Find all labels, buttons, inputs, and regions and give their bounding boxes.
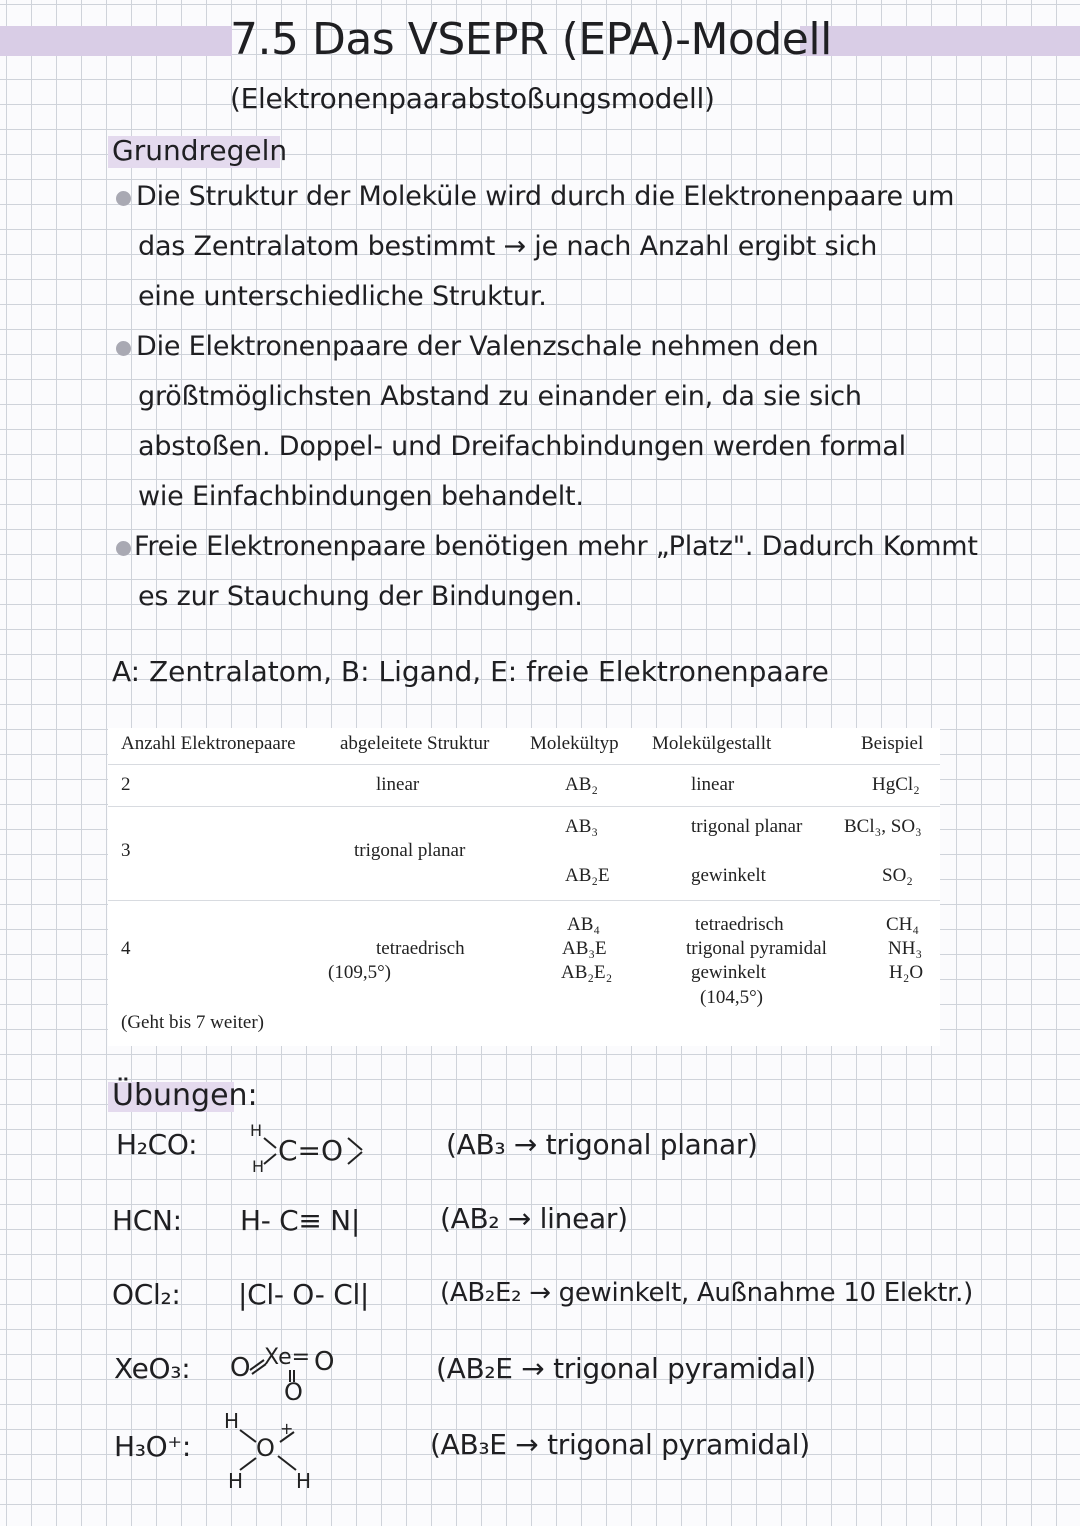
table-cell: AB₂ <box>565 774 599 795</box>
hydrogen-label: H <box>250 1121 263 1140</box>
table-header: abgeleitete Struktur <box>340 733 490 754</box>
table-cell: BCl₃, SO₃ <box>844 816 922 837</box>
bullet-icon <box>116 191 131 206</box>
exercise-formula: H₃O⁺: <box>114 1430 192 1463</box>
structure-h3o <box>222 1404 332 1494</box>
lone-pair <box>348 1138 362 1150</box>
table-cell: gewinkelt <box>691 962 766 983</box>
rules-heading: Grundregeln <box>112 134 288 167</box>
hydrogen-label: H <box>224 1409 240 1433</box>
vsepr-table <box>108 728 940 1046</box>
structure-xeo3 <box>228 1336 348 1406</box>
rule-2-line-2: größtmöglichsten Abstand zu einander ein, da sie sich <box>138 381 862 412</box>
charge-label: + <box>280 1419 294 1438</box>
exercise-answer: (AB₃ → trigonal planar) <box>446 1128 758 1161</box>
table-cell: trigonal pyramidal <box>686 938 827 959</box>
hydrogen-label: H <box>296 1469 312 1493</box>
table-cell: HgCl₂ <box>872 774 920 795</box>
table-cell: 2 <box>121 774 131 795</box>
title-highlight-left <box>0 26 232 56</box>
table-header: Beispiel <box>861 733 924 754</box>
bond <box>278 1456 296 1470</box>
table-cell: linear <box>691 774 735 795</box>
exercise-formula: HCN: <box>112 1204 182 1237</box>
oxygen-label: O <box>314 1347 335 1377</box>
rule-2-line-1: Die Elektronenpaare der Valenzschale nehmen den <box>136 331 819 362</box>
table-footnote: (Geht bis 7 weiter) <box>121 1012 264 1033</box>
lone-pair <box>348 1152 362 1164</box>
carbon-label: C=O <box>278 1134 344 1167</box>
exercise-answer: (AB₃E → trigonal pyramidal) <box>430 1428 810 1461</box>
bond <box>240 1430 256 1442</box>
table-cell: SO₂ <box>882 865 913 886</box>
exercise-answer: (AB₂E → trigonal pyramidal) <box>436 1352 816 1385</box>
legend-line: A: Zentralatom, B: Ligand, E: freie Elektronenpaare <box>112 655 829 688</box>
bullet-icon <box>116 341 131 356</box>
xenon-label: Xe= <box>264 1345 311 1370</box>
rule-1-line-2: das Zentralatom bestimmt → je nach Anzahl ergibt sich <box>138 231 878 262</box>
table-cell: NH₃ <box>888 938 923 959</box>
rule-1-line-3: eine unterschiedliche Struktur. <box>138 281 547 312</box>
table-cell: AB₂E₂ <box>561 962 613 983</box>
table-cell: tetraedrisch <box>376 938 465 959</box>
exercise-formula: XeO₃: <box>114 1352 191 1385</box>
table-cell: H₂O <box>889 962 924 983</box>
table-header: Molekültyp <box>530 733 619 754</box>
rule-2-line-3: abstoßen. Doppel- und Dreifachbindungen werden formal <box>138 431 906 462</box>
hydrogen-label: H <box>252 1157 265 1176</box>
hydrogen-label: H <box>228 1469 244 1493</box>
rule-1-line-1: Die Struktur der Moleküle wird durch die Elektronenpaare um <box>136 181 955 212</box>
page-subtitle: (Elektronenpaarabstoßungsmodell) <box>230 82 715 115</box>
table-cell: (104,5°) <box>700 987 764 1008</box>
structure-ocl2: |Cl- O- Cl| <box>238 1278 370 1311</box>
exercise-answer: (AB₂ → linear) <box>440 1202 628 1235</box>
oxygen-label: O <box>256 1434 275 1462</box>
rule-3-line-2: es zur Stauchung der Bindungen. <box>138 581 583 612</box>
table-cell: trigonal planar <box>354 840 466 861</box>
table-cell: (109,5°) <box>328 962 392 983</box>
page-title: 7.5 Das VSEPR (EPA)-Modell <box>230 14 832 65</box>
table-header: Anzahl Elektronepaare <box>121 733 296 754</box>
table-cell: linear <box>376 774 420 795</box>
exercise-formula: H₂CO: <box>116 1128 198 1161</box>
bond <box>264 1138 276 1148</box>
bullet-icon <box>116 541 131 556</box>
table-cell: AB₃E <box>562 938 607 959</box>
bond <box>264 1154 276 1164</box>
oxygen-label: O <box>230 1353 251 1383</box>
table-rule <box>108 764 940 765</box>
exercise-answer: (AB₂E₂ → gewinkelt, Außnahme 10 Elektr.) <box>440 1278 973 1308</box>
table-rule <box>108 806 940 807</box>
rule-2-line-4: wie Einfachbindungen behandelt. <box>138 481 584 512</box>
structure-hcn: H- C≡ N| <box>240 1204 360 1237</box>
exercise-formula: OCl₂: <box>112 1278 181 1311</box>
structure-h2co <box>240 1118 380 1178</box>
table-cell: CH₄ <box>886 914 920 935</box>
table-cell: gewinkelt <box>691 865 766 886</box>
table-rule <box>108 900 940 901</box>
table-cell: AB₄ <box>567 914 601 935</box>
bond <box>250 1360 264 1370</box>
table-cell: tetraedrisch <box>695 914 784 935</box>
table-cell: trigonal planar <box>691 816 803 837</box>
oxygen-label: O <box>284 1378 303 1406</box>
table-cell: AB₂E <box>565 865 610 886</box>
table-cell: 4 <box>121 938 131 959</box>
table-header: Molekülgestallt <box>652 733 772 754</box>
title-highlight-right <box>800 26 1080 56</box>
table-cell: AB₃ <box>565 816 599 837</box>
exercises-heading: Übungen: <box>112 1078 258 1113</box>
rule-3-line-1: Freie Elektronenpaare benötigen mehr „Platz". Dadurch Kommt <box>134 531 978 562</box>
table-cell: 3 <box>121 840 131 861</box>
